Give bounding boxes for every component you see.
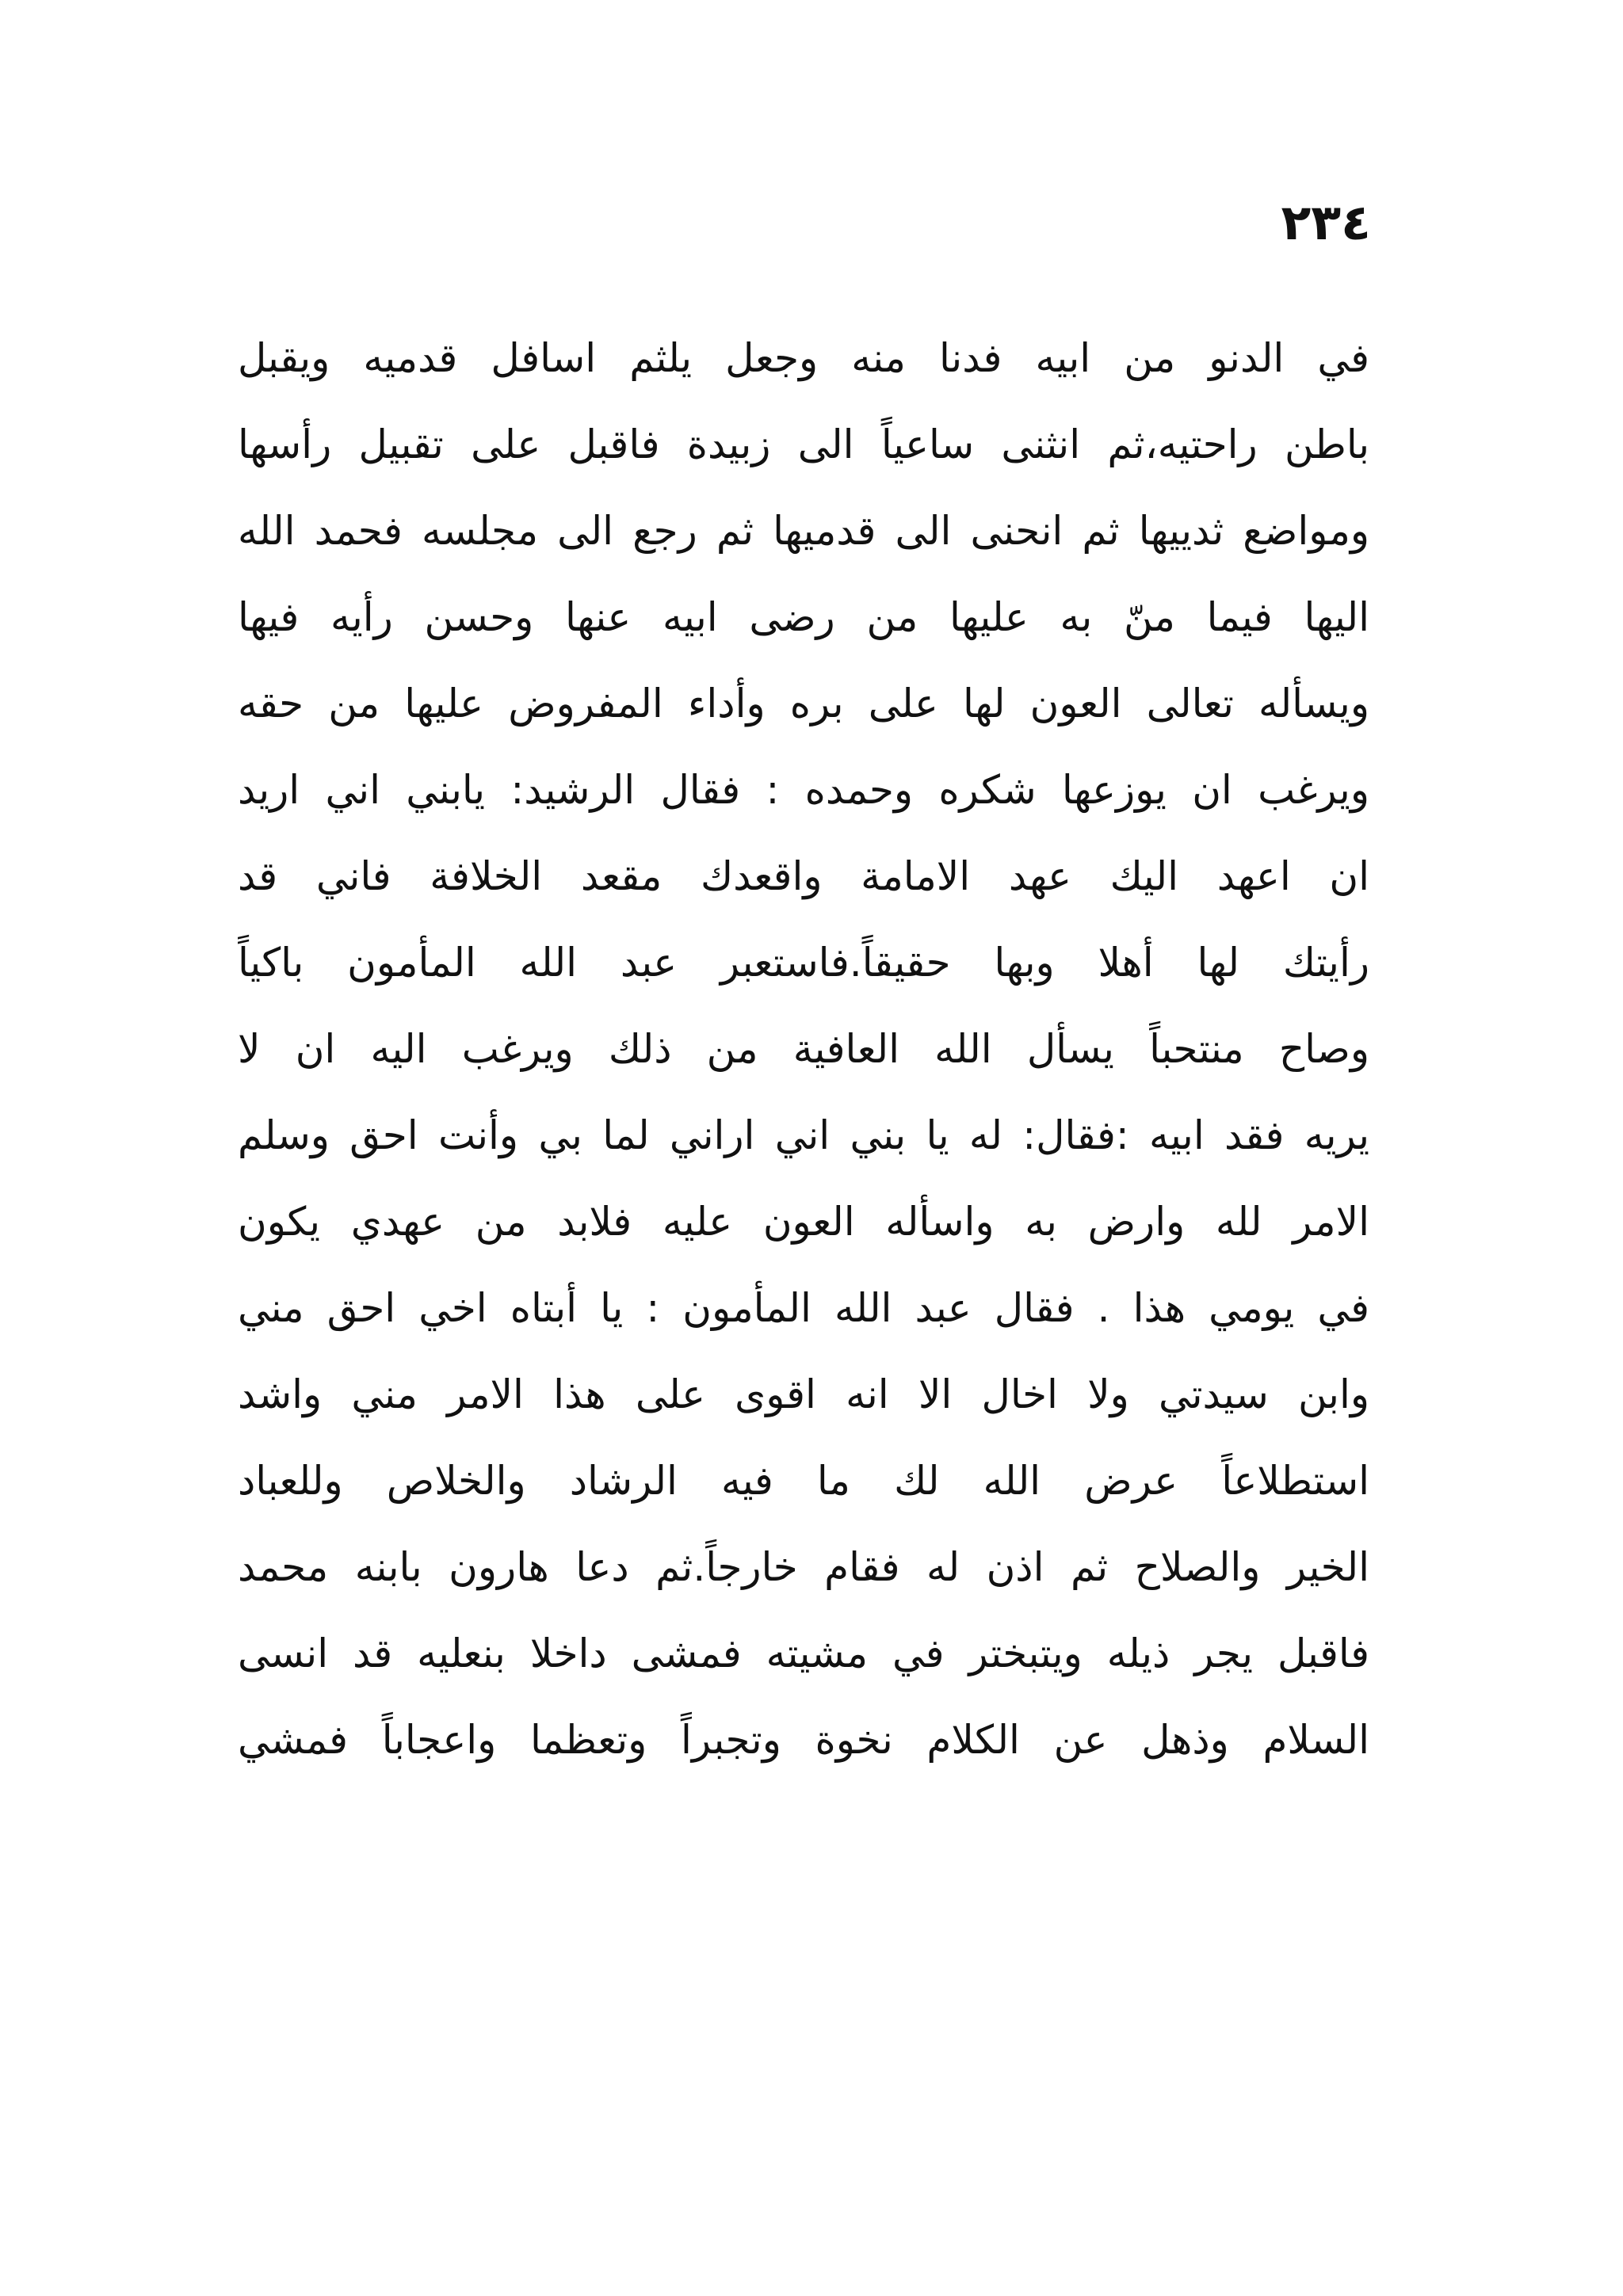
body-text bbox=[238, 315, 1369, 1783]
text-line: ان اعهد اليك عهد الامامة واقعدك مقعد الخلافة فاني قد bbox=[238, 853, 1369, 899]
text-line: الامر لله وارض به واسأله العون عليه فلابد من عهدي يكون bbox=[238, 1199, 1369, 1245]
text-line: فاقبل يجر ذيله ويتبختر في مشيته فمشى داخلا بنعليه قد انسى bbox=[238, 1630, 1369, 1676]
text-line: استطلاعاً عرض الله لك ما فيه الرشاد والخلاص وللعباد bbox=[238, 1458, 1369, 1504]
text-line: السلام وذهل عن الكلام نخوة وتجبراً وتعظما واعجاباً فمشي bbox=[238, 1717, 1369, 1763]
text-line: ومواضع ثدييها ثم انحنى الى قدميها ثم رجع الى مجلسه فحمد الله bbox=[238, 508, 1369, 554]
text-line: رأيتك لها أهلا وبها حقيقاً.فاستعبر عبد الله المأمون باكياً bbox=[238, 940, 1369, 986]
text-line: باطن راحتيه،ثم انثنى ساعياً الى زبيدة فاقبل على تقبيل رأسها bbox=[238, 421, 1369, 467]
text-line: وابن سيدتي ولا اخال الا انه اقوى على هذا الامر مني واشد bbox=[238, 1371, 1369, 1417]
text-line: يريه فقد ابيه :فقال: له يا بني اني اراني لما بي وأنت احق وسلم bbox=[238, 1112, 1369, 1158]
text-line: في الدنو من ابيه فدنا منه وجعل يلثم اسافل قدميه ويقبل bbox=[238, 335, 1369, 381]
page-number: ٢٣٤ bbox=[1281, 193, 1371, 251]
text-line: ويسأله تعالى العون لها على بره وأداء المفروض عليها من حقه bbox=[238, 681, 1369, 727]
text-line: الخير والصلاح ثم اذن له فقام خارجاً.ثم دعا هارون بابنه محمد bbox=[238, 1544, 1369, 1590]
text-line: في يومي هذا . فقال عبد الله المأمون : يا أبتاه اخي احق مني bbox=[238, 1285, 1369, 1331]
text-line: اليها فيما منّ به عليها من رضى ابيه عنها وحسن رأيه فيها bbox=[238, 594, 1369, 640]
text-line: ويرغب ان يوزعها شكره وحمده : فقال الرشيد: يابني اني اريد bbox=[238, 767, 1369, 813]
text-line: وصاح منتحباً يسأل الله العافية من ذلك ويرغب اليه ان لا bbox=[238, 1026, 1369, 1072]
